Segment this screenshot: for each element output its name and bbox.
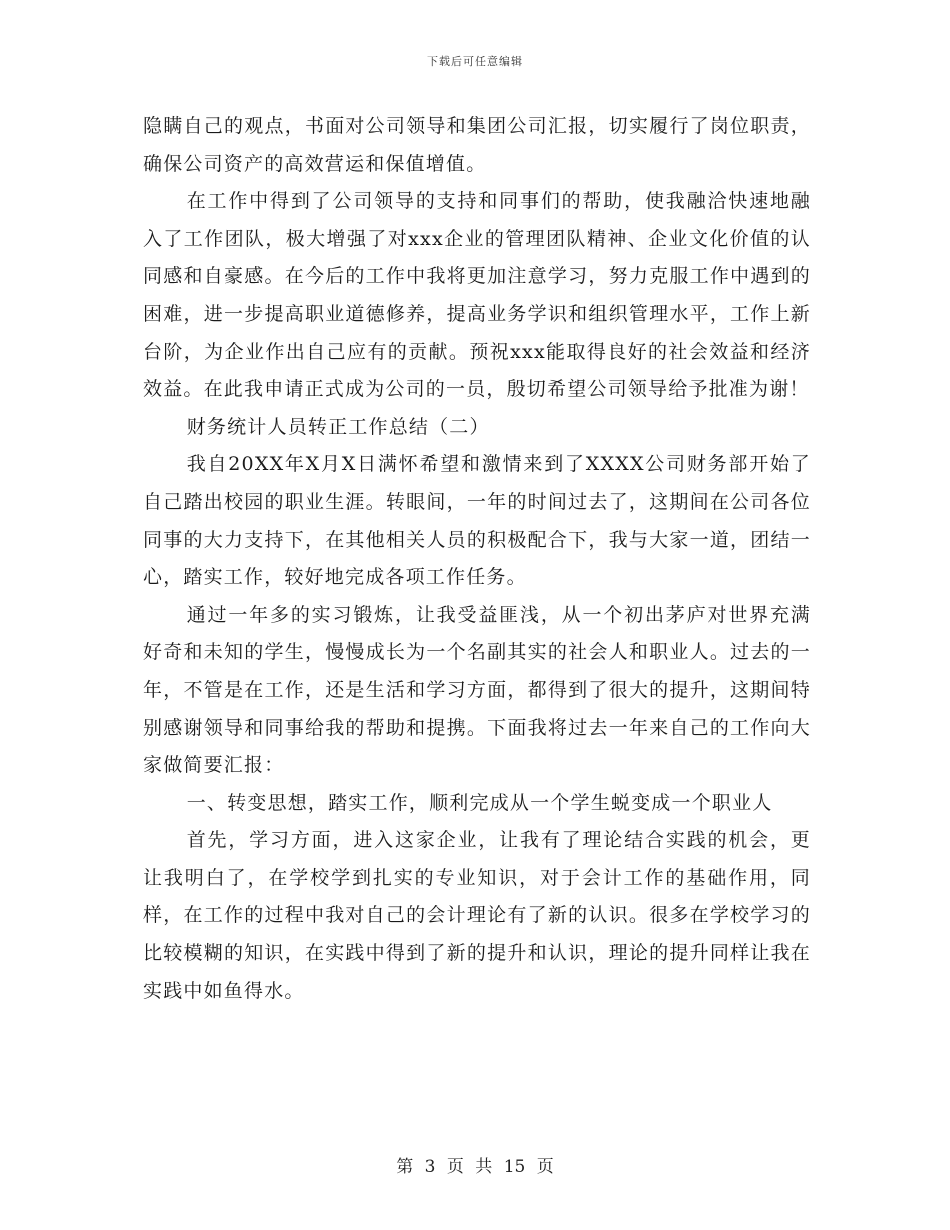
paragraph-growth: 通过一年多的实习锻炼，让我受益匪浅，从一个初出茅庐对世界充满好奇和未知的学生，慢慢成长为一个名副其实的社会人和职业人。过去的一年，不管是在工作，还是生活和学习方面，都得到了很大的提升，这期间特别感谢领导和同事给我的帮助和提携。下面我将过去一年来自己的工作向大家做简要汇报：: [143, 603, 811, 777]
paragraph-intro: 我自20XX年X月X日满怀希望和激情来到了XXXX公司财务部开始了自己踏出校园的职业生涯。转眼间，一年的时间过去了，这期间在公司各位同事的大力支持下，在其他相关人员的积极配合下，我与大家一道，团结一心，踏实工作，较好地完成各项工作任务。: [143, 453, 811, 589]
section-title: 财务统计人员转正工作总结（二）: [186, 415, 490, 438]
paragraph-study: 首先，学习方面，进入这家企业，让我有了理论结合实践的机会，更让我明白了，在学校学到扎实的专业知识，对于会计工作的基础作用，同样，在工作的过程中我对自己的会计理论有了新的认识。很多在学校学习的比较模糊的知识，在实践中得到了新的提升和认识，理论的提升同样让我在实践中如鱼得水。: [143, 829, 811, 1002]
paragraph-continuation: 隐瞒自己的观点，书面对公司领导和集团公司汇报，切实履行了岗位职责，确保公司资产的高效营运和保值增值。: [143, 115, 811, 175]
paragraph-gratitude: 在工作中得到了公司领导的支持和同事们的帮助，使我融洽快速地融入了工作团队，极大增强了对xxx企业的管理团队精神、企业文化价值的认同感和自豪感。在今后的工作中我将更加注意学习，努力克服工作中遇到的困难，进一步提高职业道德修养，提高业务学识和组织管理水平，工作上新台阶，为企业作出自己应有的贡献。预祝xxx能取得良好的社会效益和经济效益。在此我申请正式成为公司的一员，殷切希望公司领导给予批准为谢！: [143, 190, 811, 401]
download-note: 下载后可任意编辑: [427, 55, 523, 68]
page-number: 第 3 页 共 15 页: [396, 1157, 554, 1177]
subheading-one: 一、转变思想，踏实工作，顺利完成从一个学生蜕变成一个职业人: [186, 791, 773, 814]
document-body: [143, 108, 811, 1010]
